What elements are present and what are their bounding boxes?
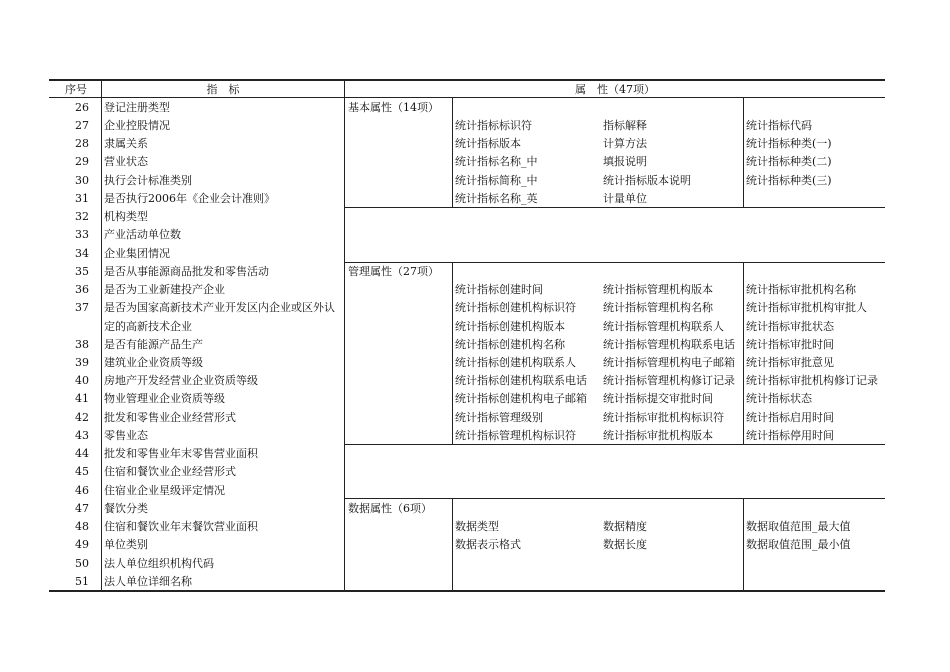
attribute-cell: 计量单位	[603, 192, 647, 205]
attribute-cell: 统计指标简称_中	[455, 174, 538, 187]
attribute-cell: 统计指标种类(三)	[746, 174, 832, 187]
indicator-number: 48	[75, 520, 89, 533]
header-indicator: 指 标	[206, 83, 240, 96]
indicator-name: 是否有能源产品生产	[104, 338, 203, 351]
indicator-number: 50	[75, 557, 89, 570]
attribute-cell: 统计指标审批时间	[746, 338, 834, 351]
indicator-name: 是否执行2006年《企业会计准则》	[104, 192, 275, 205]
indicator-number: 29	[75, 155, 89, 168]
attribute-cell: 统计指标名称_英	[455, 192, 538, 205]
attribute-cell: 统计指标管理机构标识符	[455, 429, 576, 442]
indicator-number: 26	[75, 101, 89, 114]
indicator-name: 企业集团情况	[104, 247, 170, 260]
indicator-name: 机构类型	[104, 210, 148, 223]
attribute-cell: 统计指标创建机构联系电话	[455, 374, 587, 387]
indicator-number: 42	[75, 411, 89, 424]
attribute-cell: 统计指标审批机构审批人	[746, 301, 867, 314]
attribute-cell: 统计指标管理机构修订记录	[603, 374, 735, 387]
attribute-cell: 数据取值范围_最大值	[746, 520, 851, 533]
indicator-name: 房地产开发经营业企业资质等级	[104, 374, 258, 387]
attribute-cell: 统计指标种类(二)	[746, 155, 832, 168]
indicator-name: 是否为国家高新技术产业开发区内企业或区外认	[104, 301, 335, 314]
attribute-cell: 数据精度	[603, 520, 647, 533]
attribute-cell: 统计指标管理机构联系电话	[603, 338, 735, 351]
attribute-cell: 统计指标状态	[746, 392, 812, 405]
attribute-cell: 指标解释	[603, 119, 647, 132]
col-divider-indicator	[344, 80, 345, 591]
indicator-name: 隶属关系	[104, 137, 148, 150]
attribute-cell: 统计指标管理级别	[455, 411, 543, 424]
indicator-number: 38	[75, 338, 89, 351]
indicator-name: 物业管理业企业资质等级	[104, 392, 225, 405]
attribute-cell: 数据表示格式	[455, 538, 521, 551]
indicator-number: 31	[75, 192, 89, 205]
indicator-number: 41	[75, 392, 89, 405]
attribute-cell: 统计指标管理机构版本	[603, 283, 713, 296]
attribute-cell: 统计指标审批机构版本	[603, 429, 713, 442]
attribute-cell: 统计指标版本说明	[603, 174, 691, 187]
attribute-cell: 统计指标创建机构版本	[455, 320, 565, 333]
indicator-name: 建筑业企业资质等级	[104, 356, 203, 369]
indicator-number: 32	[75, 210, 89, 223]
indicator-name: 是否从事能源商品批发和零售活动	[104, 265, 269, 278]
indicator-number: 28	[75, 137, 89, 150]
indicator-number: 49	[75, 538, 89, 551]
indicator-name: 餐饮分类	[104, 502, 148, 515]
attribute-cell: 统计指标管理机构名称	[603, 301, 713, 314]
indicator-name: 单位类别	[104, 538, 148, 551]
indicator-name: 住宿业企业星级评定情况	[104, 484, 225, 497]
attribute-cell: 统计指标创建机构标识符	[455, 301, 576, 314]
attribute-cell: 填报说明	[603, 155, 647, 168]
attribute-cell: 统计指标创建机构电子邮箱	[455, 392, 587, 405]
group-management-inner-right	[743, 262, 744, 445]
indicator-number: 51	[75, 575, 89, 588]
indicator-name: 定的高新技术企业	[104, 320, 192, 333]
indicator-name: 住宿和餐饮业年末餐饮营业面积	[104, 520, 258, 533]
indicator-number: 35	[75, 265, 89, 278]
group-data-inner-right	[743, 498, 744, 591]
indicator-name: 产业活动单位数	[104, 228, 181, 241]
attribute-cell: 统计指标代码	[746, 119, 812, 132]
indicator-number: 40	[75, 374, 89, 387]
indicator-number: 44	[75, 447, 89, 460]
group-basic-inner-left	[452, 98, 453, 208]
attribute-cell: 统计指标名称_中	[455, 155, 538, 168]
indicator-name: 是否为工业新建投产企业	[104, 283, 225, 296]
indicator-name: 营业状态	[104, 155, 148, 168]
attribute-cell: 统计指标标识符	[455, 119, 532, 132]
indicator-name: 批发和零售业企业经营形式	[104, 411, 236, 424]
attribute-cell: 统计指标创建时间	[455, 283, 543, 296]
attribute-cell: 数据取值范围_最小值	[746, 538, 851, 551]
group-data-top	[344, 498, 885, 499]
attribute-cell: 统计指标创建机构联系人	[455, 356, 576, 369]
indicator-name: 批发和零售业年末零售营业面积	[104, 447, 258, 460]
attribute-cell: 统计指标启用时间	[746, 411, 834, 424]
attribute-cell: 统计指标停用时间	[746, 429, 834, 442]
attribute-cell: 统计指标版本	[455, 137, 521, 150]
attribute-cell: 统计指标审批意见	[746, 356, 834, 369]
indicator-name: 登记注册类型	[104, 101, 170, 114]
indicator-name: 住宿和餐饮业企业经营形式	[104, 465, 236, 478]
group-title: 基本属性（14项）	[348, 101, 439, 114]
indicator-name: 企业控股情况	[104, 119, 170, 132]
attribute-cell: 计算方法	[603, 137, 647, 150]
table-top-border	[49, 79, 885, 81]
attribute-cell: 统计指标种类(一)	[746, 137, 832, 150]
indicator-name: 法人单位组织机构代码	[104, 557, 214, 570]
indicator-number: 36	[75, 283, 89, 296]
indicator-number: 37	[75, 301, 89, 314]
attribute-cell: 数据长度	[603, 538, 647, 551]
attribute-cell: 数据类型	[455, 520, 499, 533]
header-seq: 序号	[65, 83, 87, 96]
group-data-inner-left	[452, 498, 453, 591]
attribute-cell: 统计指标审批机构标识符	[603, 411, 724, 424]
group-management-inner-left	[452, 262, 453, 445]
attribute-cell: 统计指标审批机构修订记录	[746, 374, 878, 387]
attribute-cell: 统计指标管理机构联系人	[603, 320, 724, 333]
indicator-number: 34	[75, 247, 89, 260]
header-attributes: 属 性（47项）	[575, 83, 655, 96]
indicator-name: 执行会计标准类别	[104, 174, 192, 187]
indicator-name: 法人单位详细名称	[104, 575, 192, 588]
group-basic-inner-right	[743, 98, 744, 208]
indicator-number: 47	[75, 502, 89, 515]
indicator-number: 33	[75, 228, 89, 241]
indicator-number: 39	[75, 356, 89, 369]
attribute-cell: 统计指标审批机构名称	[746, 283, 856, 296]
indicator-number: 46	[75, 484, 89, 497]
attribute-cell: 统计指标提交审批时间	[603, 392, 713, 405]
attribute-cell: 统计指标管理机构电子邮箱	[603, 356, 735, 369]
attribute-cell: 统计指标创建机构名称	[455, 338, 565, 351]
attribute-cell: 统计指标审批状态	[746, 320, 834, 333]
group-title: 管理属性（27项）	[348, 265, 439, 278]
indicator-number: 30	[75, 174, 89, 187]
indicator-number: 45	[75, 465, 89, 478]
indicator-number: 43	[75, 429, 89, 442]
group-title: 数据属性（6项）	[348, 502, 432, 515]
indicator-number: 27	[75, 119, 89, 132]
indicator-name: 零售业态	[104, 429, 148, 442]
